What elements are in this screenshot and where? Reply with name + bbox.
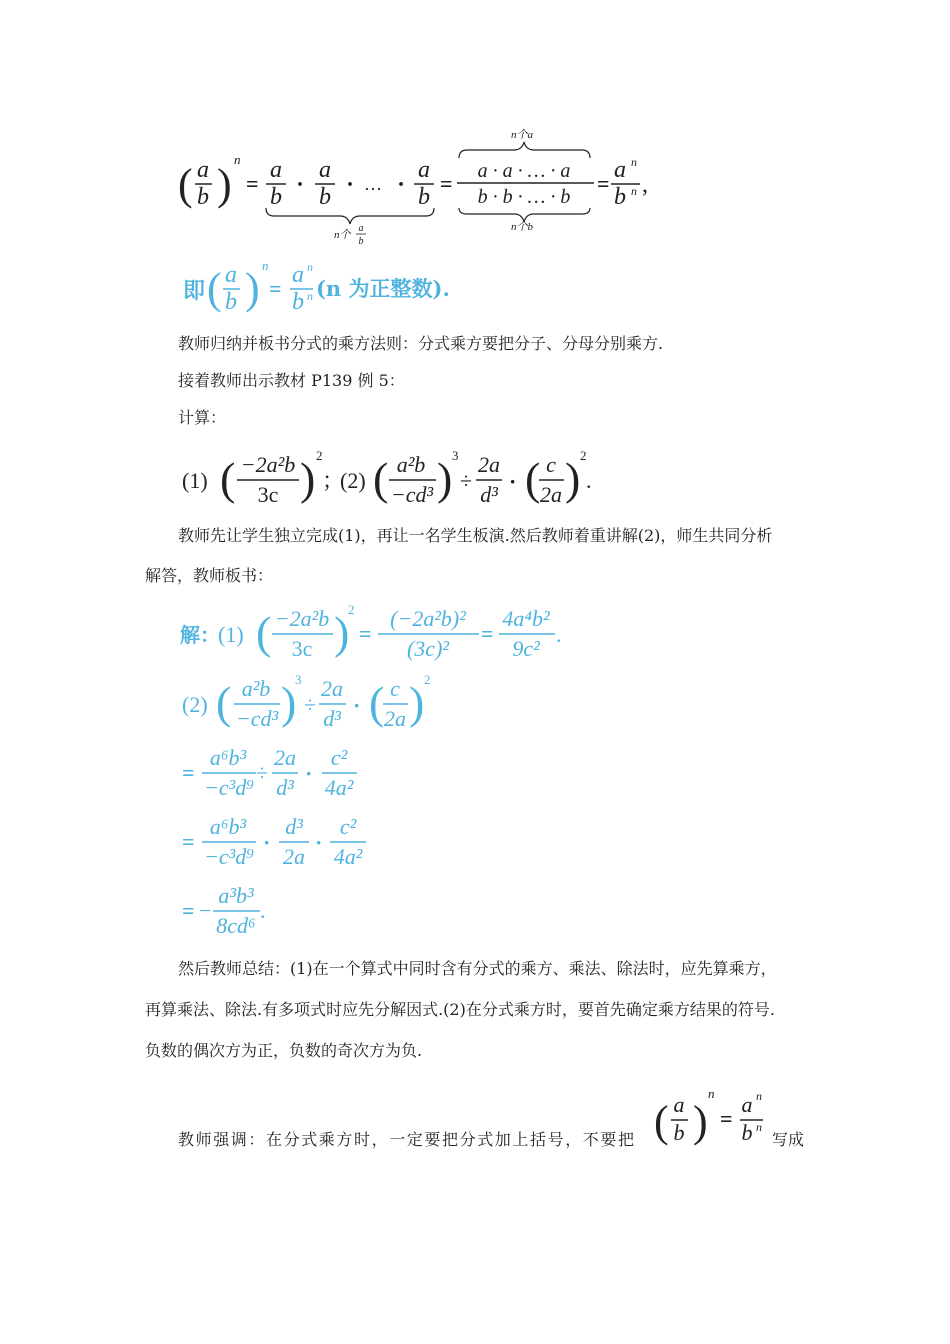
solution-label-2: (2) xyxy=(182,692,208,717)
expanded-num: a · a · … · a xyxy=(477,160,571,182)
e1-exp: 2 xyxy=(316,448,323,463)
ellipsis: … xyxy=(364,174,382,194)
inline-eq: = xyxy=(720,1106,733,1131)
example-div: ÷ xyxy=(460,468,473,493)
l3-den2: d³ xyxy=(276,775,294,800)
dot: · xyxy=(315,830,323,855)
s2-e4-num: c xyxy=(390,676,400,701)
frac1-den: b xyxy=(270,184,282,210)
e1-den: 3c xyxy=(257,482,279,507)
rule-exp: n xyxy=(262,258,269,273)
e1-num: −2a²b xyxy=(240,452,296,477)
s1-exp: 2 xyxy=(348,602,355,617)
left-paren: ( xyxy=(220,453,236,504)
l4-eq: = xyxy=(182,829,195,854)
e3-num: 2a xyxy=(478,452,500,477)
frac3-den: b xyxy=(418,184,430,210)
l5-eq: = xyxy=(182,898,195,923)
power-rule-formula xyxy=(0,258,950,328)
s2-e4-den: 2a xyxy=(384,706,406,731)
l4-den1: −c³d⁹ xyxy=(204,844,254,869)
s2-exp: 3 xyxy=(295,672,302,687)
frac1-num: a xyxy=(270,157,282,183)
right-paren: ) xyxy=(334,607,350,658)
paragraph-rule-summary: 教师归纳并板书分式的乘方法则：分式乘方要把分子、分母分别乘方. xyxy=(178,334,664,353)
inline-res-den: b xyxy=(741,1120,753,1145)
rule-lhs-num: a xyxy=(225,262,237,288)
right-paren: ) xyxy=(245,264,260,313)
inline-res-num: a xyxy=(741,1092,753,1117)
inline-num: a xyxy=(673,1092,685,1117)
left-paren: ( xyxy=(207,264,222,313)
paragraph-emphasis-start: 教师强调：在分式乘方时，一定要把分式加上括号，不要把 xyxy=(178,1130,636,1149)
rule-lhs-den: b xyxy=(225,289,237,315)
s2-e4-exp: 2 xyxy=(424,672,431,687)
s1-num2: (−2a²b)² xyxy=(390,606,466,631)
l3-num1: a⁶b³ xyxy=(209,745,247,770)
s1-den2: (3c)² xyxy=(406,636,450,661)
lhs-den: b xyxy=(197,184,209,210)
s1-end: . xyxy=(556,622,562,647)
top-brace xyxy=(459,142,590,158)
frac2-num: a xyxy=(319,157,331,183)
right-paren: ) xyxy=(693,1097,708,1146)
inline-res-den-exp: n xyxy=(756,1120,762,1134)
bottom-brace-label: n个b xyxy=(511,221,533,233)
e4-den: 2a xyxy=(540,482,562,507)
example-end: . xyxy=(586,468,592,493)
expanded-den: b · b · … · b xyxy=(477,186,571,208)
inline-power-formula xyxy=(650,1086,770,1156)
rule-eq: = xyxy=(269,276,282,301)
l3-eq: = xyxy=(182,760,195,785)
l4-den2: 2a xyxy=(283,844,305,869)
l5-neg: − xyxy=(199,898,212,923)
e3-den: d³ xyxy=(480,482,498,507)
result-num: a xyxy=(614,157,626,183)
l5-end: . xyxy=(260,898,266,923)
s1-eq: = xyxy=(359,621,372,646)
derivation-formula xyxy=(0,0,950,260)
l3-num2: 2a xyxy=(274,745,296,770)
inline-res-num-exp: n xyxy=(756,1089,762,1103)
right-paren: ) xyxy=(437,453,453,504)
eq-3: = xyxy=(597,171,610,196)
rule-prefix: 即 xyxy=(183,278,206,304)
paragraph-summary-2: 再算乘法、除法.有多项式时应先分解因式.(2)在分式乘方时，要首先确定乘方结果的符号. xyxy=(145,1000,775,1019)
l5-num: a³b³ xyxy=(218,883,254,908)
l3-den3: 4a² xyxy=(324,775,354,800)
inline-exp: n xyxy=(708,1086,715,1101)
s1-eq2: = xyxy=(481,621,494,646)
example-label-2: (2) xyxy=(340,468,366,493)
s2-den: −cd³ xyxy=(235,706,279,731)
paragraph-summary-1: 然后教师总结：(1)在一个算式中同时含有分式的乘方、乘法、除法时，应先算乘方， xyxy=(178,959,777,978)
s2-num: a²b xyxy=(241,676,271,701)
dot: · xyxy=(353,693,361,718)
under-brace-label: n个 xyxy=(334,229,351,241)
solution-label: 解： xyxy=(180,623,220,647)
eq-2: = xyxy=(440,171,453,196)
top-brace-label: n个a xyxy=(511,129,533,141)
rule-res-num: a xyxy=(292,262,304,288)
right-paren: ) xyxy=(409,677,425,728)
rule-res-den-exp: n xyxy=(307,289,313,303)
s1-den: 3c xyxy=(291,636,313,661)
left-paren: ( xyxy=(654,1097,669,1146)
frac3-num: a xyxy=(418,157,430,183)
solution-block xyxy=(0,600,950,940)
right-paren: ) xyxy=(565,453,581,504)
solution-label-1: (1) xyxy=(218,622,244,647)
s2-e3-den: d³ xyxy=(323,706,341,731)
lhs-num: a xyxy=(197,157,209,183)
paragraph-teacher-demo-1: 教师先让学生独立完成(1)，再让一名学生板演.然后教师着重讲解(2)，师生共同分析 xyxy=(178,526,773,545)
l3-num3: c² xyxy=(330,745,348,770)
example-sep: ； xyxy=(322,468,345,493)
under-brace-frac-den: b xyxy=(358,236,364,247)
inline-den: b xyxy=(673,1120,685,1145)
e4-num: c xyxy=(546,452,556,477)
rule-condition: (n 为正整数). xyxy=(316,276,450,301)
e2-exp: 3 xyxy=(452,448,459,463)
dot: · xyxy=(346,172,355,198)
s2-div: ÷ xyxy=(304,692,317,717)
s1-res-num: 4a⁴b² xyxy=(502,606,550,631)
dot: · xyxy=(509,469,517,494)
dot: · xyxy=(305,761,313,786)
right-paren: ) xyxy=(300,453,316,504)
under-brace-frac-num: a xyxy=(358,223,364,234)
l3-div: ÷ xyxy=(256,760,269,785)
comma: , xyxy=(642,172,648,198)
example-label-1: (1) xyxy=(182,468,208,493)
dot: · xyxy=(263,830,271,855)
l4-num1: a⁶b³ xyxy=(209,814,247,839)
eq-1: = xyxy=(246,171,259,196)
right-paren: ) xyxy=(217,160,232,209)
s1-num: −2a²b xyxy=(274,606,330,631)
lhs-exp: n xyxy=(234,152,241,167)
e4-exp: 2 xyxy=(580,448,587,463)
e2-den: −cd³ xyxy=(390,482,434,507)
left-paren: ( xyxy=(178,160,193,209)
left-paren: ( xyxy=(373,453,389,504)
frac2-den: b xyxy=(319,184,331,210)
left-paren: ( xyxy=(216,677,232,728)
l5-den: 8cd⁶ xyxy=(216,913,256,938)
result-num-exp: n xyxy=(631,155,637,169)
result-den-exp: n xyxy=(631,184,637,198)
rule-res-num-exp: n xyxy=(307,260,313,274)
paragraph-compute: 计算： xyxy=(178,408,227,427)
right-paren: ) xyxy=(281,677,297,728)
left-paren: ( xyxy=(256,607,272,658)
e2-num: a²b xyxy=(396,452,426,477)
paragraph-emphasis-end: 写成 xyxy=(772,1130,805,1149)
s1-res-den: 9c² xyxy=(512,636,540,661)
left-paren: ( xyxy=(369,677,385,728)
rule-res-den: b xyxy=(292,289,304,315)
s2-e3-num: 2a xyxy=(321,676,343,701)
l4-den3: 4a² xyxy=(333,844,363,869)
bottom-brace xyxy=(459,208,590,222)
l4-num2: d³ xyxy=(285,814,303,839)
left-paren: ( xyxy=(525,453,541,504)
paragraph-teacher-demo-2: 解答，教师板书： xyxy=(145,566,274,585)
l3-den1: −c³d⁹ xyxy=(204,775,254,800)
paragraph-summary-3: 负数的偶次方为正，负数的奇次方为负. xyxy=(145,1041,423,1060)
dot: · xyxy=(296,172,305,198)
result-den: b xyxy=(614,184,626,210)
dot: · xyxy=(397,172,406,198)
example-expression xyxy=(0,446,950,516)
paragraph-example-intro: 接着教师出示教材 P139 例 5： xyxy=(178,371,405,390)
l4-num3: c² xyxy=(339,814,357,839)
under-brace xyxy=(266,208,434,224)
